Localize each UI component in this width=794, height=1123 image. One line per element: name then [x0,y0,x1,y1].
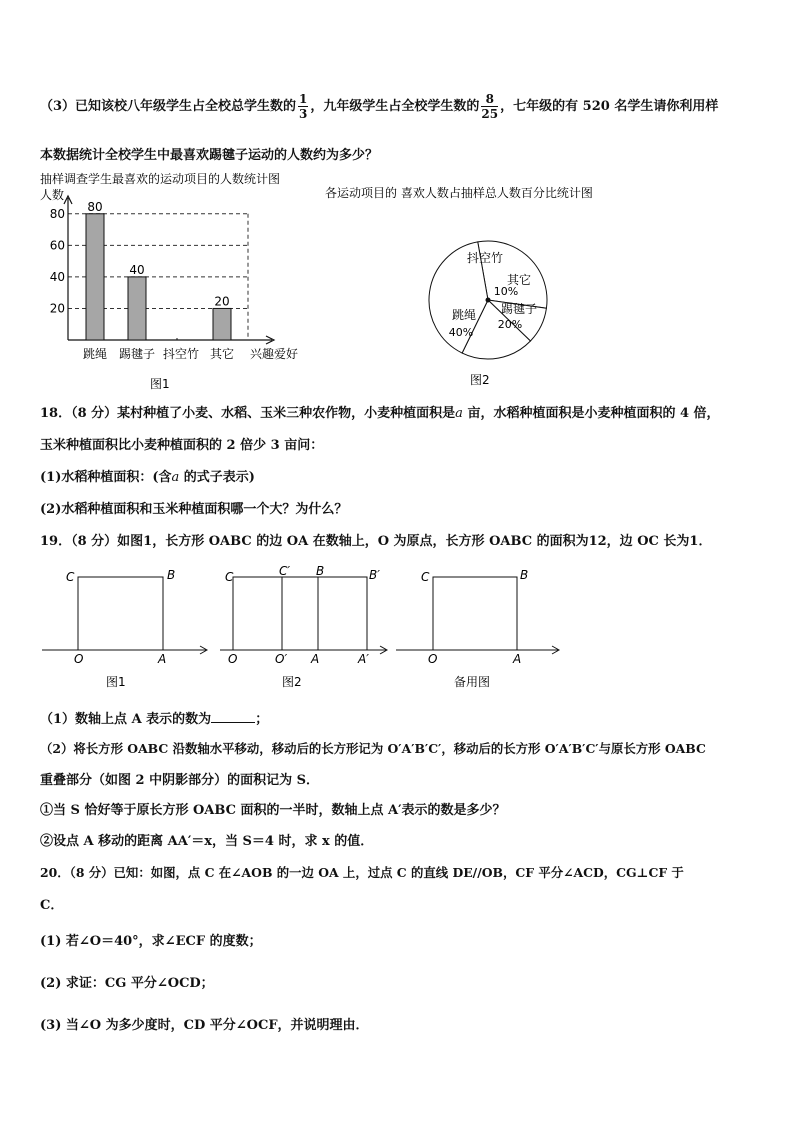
slice-label: 跳绳 [451,308,477,322]
label-b-prime: B′ [369,568,380,582]
category-label: 踢毽子 [118,347,156,361]
bar [128,277,146,340]
q18-line2: 玉米种植面积比小麦种植面积的 2 倍少 3 亩问： [40,438,324,453]
figure-caption: 图2 [282,675,302,689]
figure2-caption: 图2 [470,373,490,387]
figure1-caption: 图1 [150,377,170,391]
answer-blank [211,710,255,723]
q18-part2: (2)水稻种植面积和玉米种植面积哪一个大？为什么？ [40,502,348,517]
label-b: B [520,568,529,582]
q19-figure2 [220,564,387,689]
slice-percent: 40% [448,326,474,339]
slice-percent: 20% [497,318,523,331]
slice-percent: 10% [493,285,519,298]
fraction-one-third: $\frac{1}{3}$ [299,92,308,121]
fraction-eight-25ths: $\frac{8}{25}$ [481,92,499,121]
bar-chart-bars [86,200,231,340]
label-a-prime: A′ [358,652,369,666]
q19-part1: （1）数轴上点 A 表示的数为 ； [40,712,269,727]
q18-line1: 18．（8 分）某村种植了小麦、水稻、玉米三种农作物，小麦种植面积是a 亩，水稻种植面积是小麦种植面积的 4 倍， [40,406,720,421]
bar-data-label: 20 [214,294,230,309]
q19-part2-line1: （2）将长方形 OABC 沿数轴水平移动，移动后的长方形记为 O′A′B′C′，移动后的长方形 O′A′B′C′与原长方形 OABC [40,741,706,756]
slice-label: 踢毽子 [500,302,538,316]
q20-part3: (3) 当∠O 为多少度时，CD 平分∠OCF，并说明理由． [40,1018,369,1033]
label-c: C [66,570,75,584]
bar-data-label: 80 [87,199,103,214]
q19-part2-line2: 重叠部分（如图 2 中阴影部分）的面积记为 S． [40,773,320,788]
q17-3-line1: （3）已知该校八年级学生占全校总学生数的 $\frac{1}{3}$ ，九年级学生占全校学生数的 $\frac{8}{25}$ ，七年级的有 520 名学生请你利用样 [40,92,719,121]
slice-label: 其它 [506,273,532,287]
bar-chart-ylabel: 人数 [40,188,65,202]
q17-3-line2: 本数据统计全校学生中最喜欢踢毽子运动的人数约为多少？ [40,148,379,163]
q20-part2: (2) 求证：CG 平分∠OCD； [40,976,214,991]
q19-figure1 [42,568,207,689]
label-c: C [421,570,430,584]
bar [86,214,104,340]
ytick-label: 80 [49,206,65,221]
rectangle-oabc-spare [433,577,517,650]
pie-chart-title: 各运动项目的 喜欢人数占抽样总人数百分比统计图 [325,186,593,200]
q20-part1: (1) 若∠O＝40°，求∠ECF 的度数； [40,934,262,949]
bar-chart-ytick-labels [50,207,65,316]
figure-caption: 图1 [106,675,126,689]
label-b: B [316,564,325,578]
q19-part2-sub1: ①当 S 恰好等于原长方形 OABC 面积的一半时，数轴上点 A′表示的数是多少？ [40,803,506,818]
bar-chart-title: 抽样调查学生最喜欢的运动项目的人数统计图 [40,172,281,186]
label-a: A [311,652,320,666]
q18-variable-a: a [455,406,463,421]
figure-caption: 备用图 [454,675,491,689]
rectangle-oabc-1 [78,577,163,650]
category-label: 抖空竹 [162,347,200,361]
bar-chart-figure1 [36,168,326,398]
label-o: O [74,652,84,666]
label-o: O [228,652,238,666]
pie-center-dot [486,298,491,303]
ytick-label: 40 [49,269,65,284]
q18-part1: (1)水稻种植面积：(含a 的式子表示) [40,470,255,485]
category-label: 其它 [209,347,235,361]
label-a: A [513,652,522,666]
ytick-label: 60 [49,238,65,253]
bar-chart-category-labels [83,346,234,361]
q19-figures [36,560,566,695]
rectangle-oabc-2 [233,577,318,650]
label-c-prime: C′ [279,564,291,578]
bar-chart-xlabel: 兴趣爱好 [250,347,299,361]
label-o: O [428,652,438,666]
bar [213,308,231,340]
bar-data-label: 40 [129,262,145,277]
label-b: B [167,568,176,582]
slice-label: 抖空竹 [466,251,504,265]
label-a: A [158,652,167,666]
q20-line2: C． [40,898,64,913]
category-label: 跳绳 [82,347,108,361]
q19-part2-sub2: ②设点 A 移动的距离 AA′＝x，当 S＝4 时，求 x 的值． [40,834,374,849]
rectangle-oabc-moved [282,577,367,650]
q20-line1: 20．（8 分）已知：如图，点 C 在∠AOB 的一边 OA 上，过点 C 的直线 DE//OB，CF 平分∠ACD，CG⊥CF 于 [40,865,684,880]
q18-variable-a-2: a [171,470,180,485]
label-c: C [225,570,234,584]
q19-spare-figure [396,568,559,689]
label-o-prime: O′ [275,652,288,666]
q19-intro: 19．（8 分）如图1，长方形 OABC 的边 OA 在数轴上，O 为原点，长方形 OABC 的面积为12，边 OC 长为1． [40,534,712,549]
pie-chart-figure2 [320,178,650,393]
ytick-label: 20 [49,301,65,316]
